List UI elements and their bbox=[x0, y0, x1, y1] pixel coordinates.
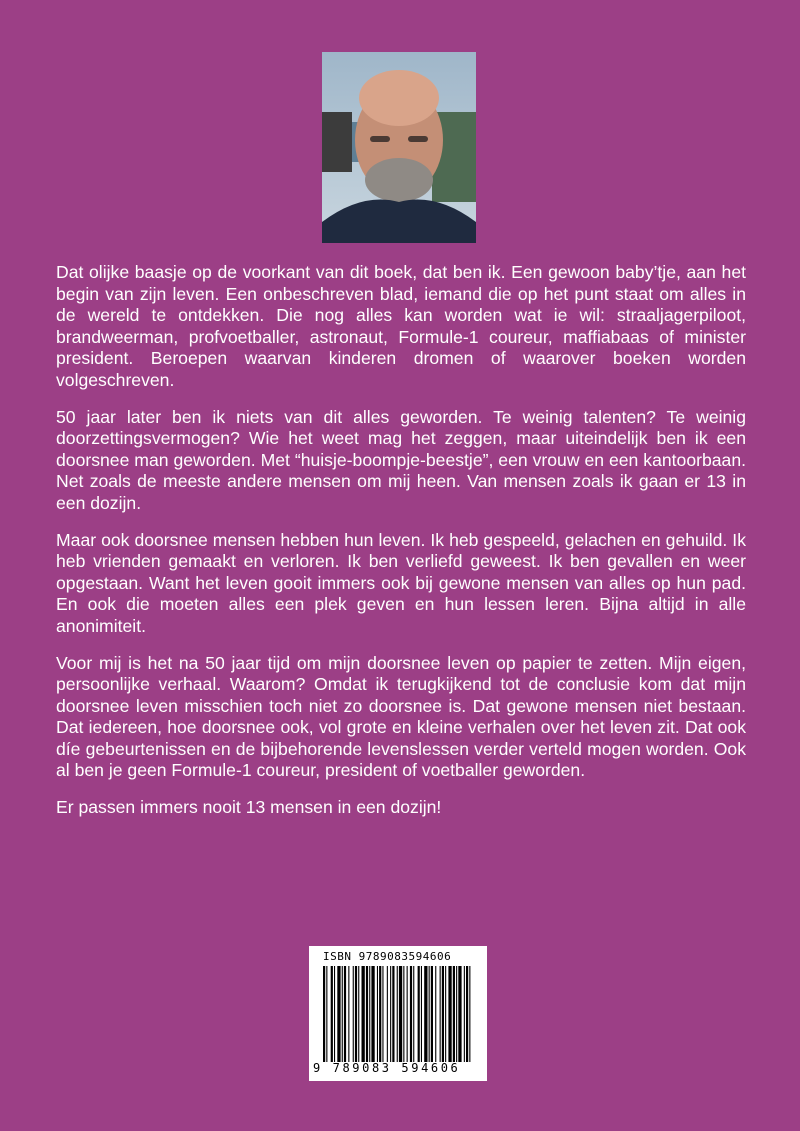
barcode-bar bbox=[369, 966, 370, 1062]
barcode-bar bbox=[382, 966, 383, 1062]
barcode-bar bbox=[445, 966, 446, 1062]
isbn-digits: 9 789083 594606 bbox=[313, 1061, 461, 1075]
barcode-bar bbox=[431, 966, 433, 1062]
barcode-bar bbox=[355, 966, 357, 1062]
barcode-bar bbox=[387, 966, 388, 1062]
barcode-bar bbox=[377, 966, 378, 1062]
barcode-bar bbox=[392, 966, 394, 1062]
barcode-bar bbox=[453, 966, 455, 1062]
barcode-bar bbox=[403, 966, 404, 1062]
barcode-bar bbox=[435, 966, 436, 1062]
barcode-bar bbox=[458, 966, 461, 1062]
barcode-bar bbox=[407, 966, 408, 1062]
paragraph: 50 jaar later ben ik niets van dit alles geworden. Te weinig talenten? Te weinig doorzettingsvermogen? Wie het weet mag het zeggen, maar uiteindelijk ben ik een doorsnee man geworden. Met “huisje-boompje-beestje”, een vrouw en een kantoorbaan. Net zoals de meeste andere mensen om mij heen. Van mensen zoals ik gaan er 13 in een dozijn. bbox=[56, 406, 746, 513]
barcode-bar bbox=[358, 966, 359, 1062]
barcode-bar bbox=[334, 966, 335, 1062]
back-cover-text bbox=[56, 262, 746, 834]
barcode-bar bbox=[448, 966, 451, 1062]
barcode-bar bbox=[331, 966, 333, 1062]
barcode-bar bbox=[469, 966, 470, 1062]
paragraph: Dat olijke baasje op de voorkant van dit boek, dat ben ik. Een gewoon baby’tje, aan het begin van zijn leven. Een onbeschreven blad, iemand die op het punt staat om alles in de wereld te ontdekken. Die nog alles kan worden wat ie wil: straaljagerpiloot, brandweerman, profvoetballer, astronaut, Formule-1 coureur, maffiabaas of minister president. Beroepen waarvan kinderen dromen of waarover boeken worden volgeschreven. bbox=[56, 262, 746, 390]
isbn-label: ISBN 9789083594606 bbox=[323, 950, 452, 963]
barcode-bar bbox=[442, 966, 444, 1062]
barcode-bar bbox=[326, 966, 327, 1062]
barcode-bar bbox=[413, 966, 414, 1062]
barcode-bar bbox=[456, 966, 457, 1062]
barcode-bar bbox=[323, 966, 325, 1062]
barcode-bar bbox=[371, 966, 374, 1062]
paragraph: Er passen immers nooit 13 mensen in een dozijn! bbox=[56, 797, 442, 818]
barcode-bar bbox=[337, 966, 340, 1062]
barcode-bar bbox=[379, 966, 381, 1062]
barcode-bar bbox=[464, 966, 465, 1062]
barcode-bar bbox=[344, 966, 346, 1062]
paragraph: Voor mij is het na 50 jaar tijd om mijn doorsnee leven op papier te zetten. Mijn eigen, persoonlijke verhaal. Waarom? Omdat ik terugkijkend tot de conclusie kom dat mijn doorsnee leven misschien toch niet zo doorsnee is. Dat gewone mensen niet bestaan. Dat iedereen, hoe doorsnee ook, vol grote en kleine verhalen over het leven zit. Dat ook díe gebeurtenissen en de bijbehorende levenslessen verder verteld mogen worden. Ook al ben je geen Formule-1 coureur, president of voetballer geworden. bbox=[56, 652, 746, 781]
isbn-barcode bbox=[309, 946, 487, 1081]
barcode-bar bbox=[362, 966, 365, 1062]
barcode-bars bbox=[323, 966, 473, 1062]
barcode-bar bbox=[410, 966, 412, 1062]
paragraph: Maar ook doorsnee mensen hebben hun leven. Ik heb gespeeld, gelachen en gehuild. Ik heb vrienden gemaakt en verloren. Ik ben verliefd geweest. Ik ben gevallen en weer opgestaan. Want het leven gooit immers ook bij gewone mensen van alles op hun pad. En ook die moeten alles een plek geven en hun lessen leren. Bijna altijd in alle anonimiteit. bbox=[56, 529, 746, 636]
barcode-bar bbox=[418, 966, 420, 1062]
barcode-bar bbox=[421, 966, 422, 1062]
barcode-bar bbox=[429, 966, 430, 1062]
barcode-bar bbox=[397, 966, 398, 1062]
barcode-bar bbox=[466, 966, 468, 1062]
barcode-bar bbox=[399, 966, 402, 1062]
author-photo bbox=[322, 52, 476, 243]
barcode-bar bbox=[353, 966, 354, 1062]
barcode-bar bbox=[348, 966, 349, 1062]
barcode-bar bbox=[440, 966, 441, 1062]
barcode-bar bbox=[424, 966, 427, 1062]
barcode-bar bbox=[342, 966, 343, 1062]
barcode-bar bbox=[366, 966, 368, 1062]
barcode-bar bbox=[390, 966, 391, 1062]
